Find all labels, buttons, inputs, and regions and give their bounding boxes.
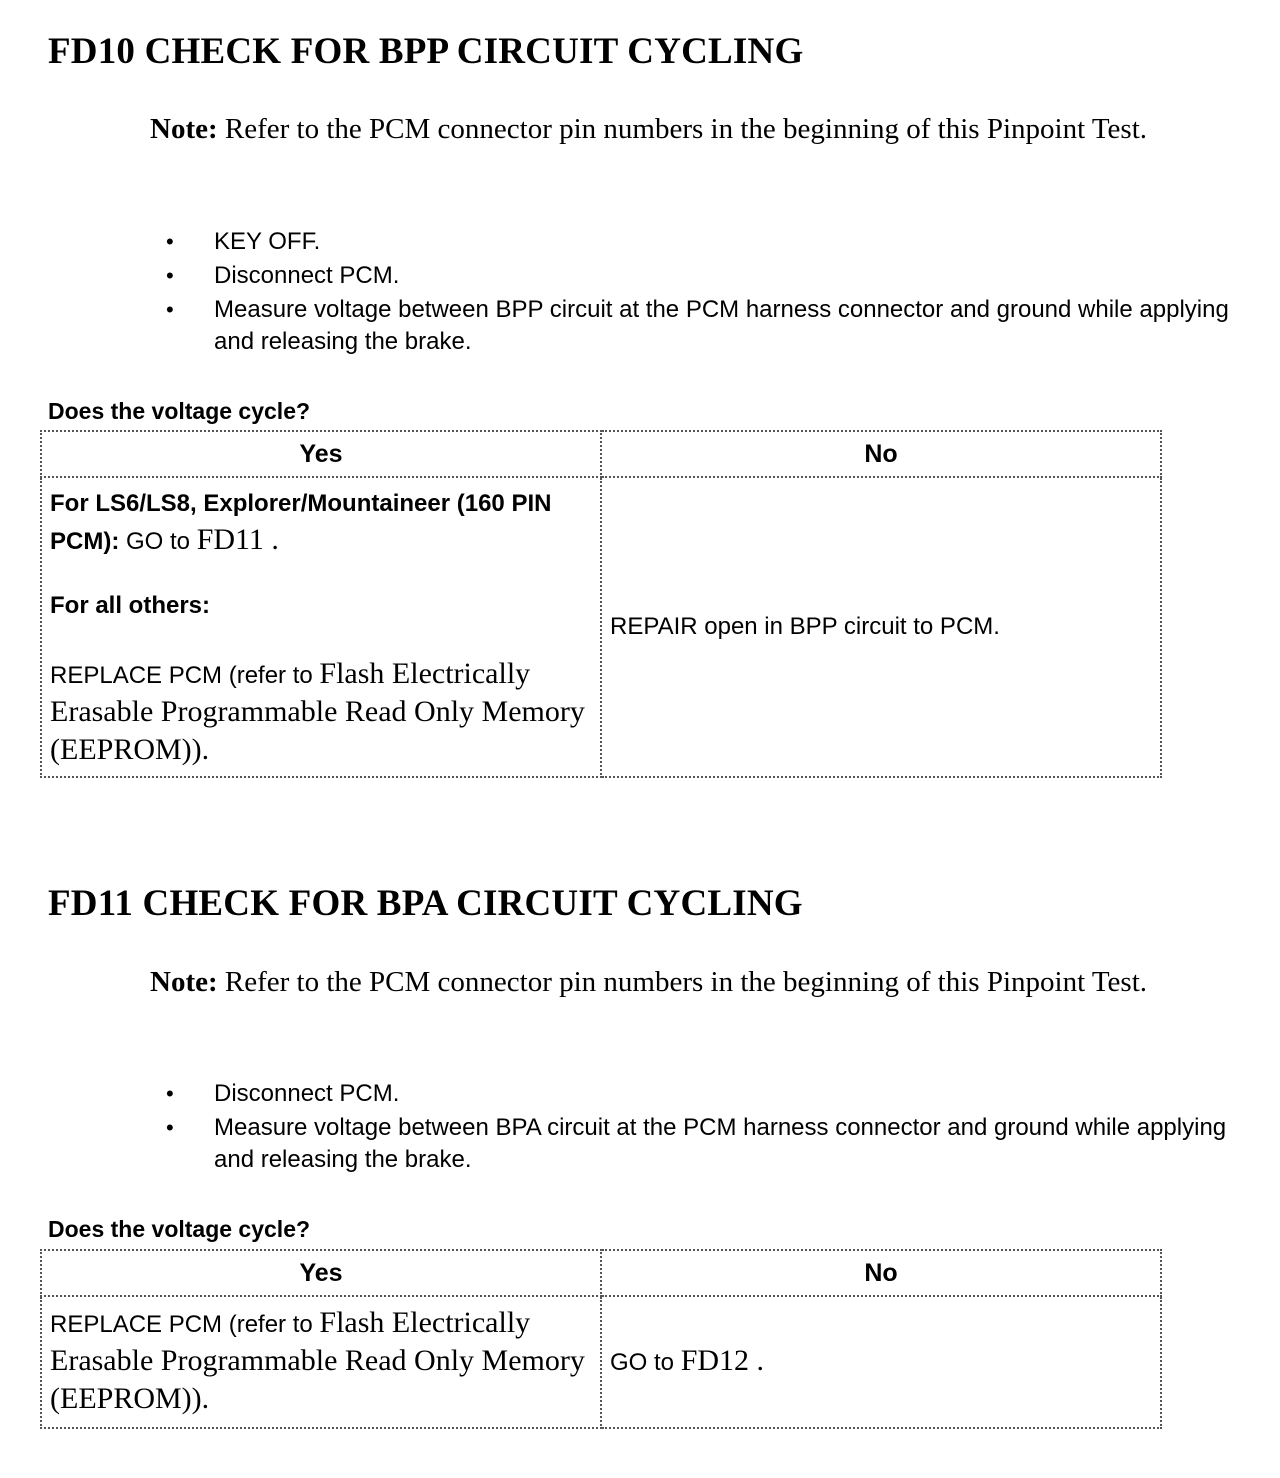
no-cell (601, 477, 1161, 777)
yes-header: Yes (41, 431, 601, 477)
yes-cell (41, 1296, 601, 1428)
no-cell (601, 1296, 1161, 1428)
steps-list-fd11 (150, 1078, 1230, 1178)
result-table-fd10 (40, 430, 1162, 778)
action-text: GO to (119, 528, 197, 555)
fd11-link[interactable]: FD11 . (196, 523, 279, 556)
note-fd11 (150, 963, 1240, 1001)
list-item: • Measure voltage between BPP circuit at the PCM harness connector and ground while applying and releasing the brake. (150, 294, 1230, 358)
fd12-link[interactable]: FD12 . (680, 1344, 765, 1377)
no-cell-text: REPAIR open in BPP circuit to PCM. (610, 613, 1000, 640)
replace-close: ). (191, 1382, 210, 1415)
eeprom-link[interactable]: Flash Electrically Erasable Programmable Read Only Memory (EEPROM) (50, 1306, 585, 1415)
question-fd10: Does the voltage cycle? (48, 398, 311, 424)
replace-text: REPLACE PCM (refer to (50, 1311, 320, 1338)
group-label: For LS6/LS8, Explorer/Mountaineer (160 PIN PCM): (50, 490, 552, 555)
note-fd10 (150, 110, 1240, 148)
note-label: Note: (150, 113, 218, 145)
replace-close: ). (191, 733, 210, 766)
action-text: GO to (610, 1349, 681, 1376)
list-item: • Measure voltage between BPA circuit at the PCM harness connector and ground while applying and releasing the brake. (150, 1112, 1230, 1176)
no-header: No (601, 1250, 1161, 1296)
yes-header: Yes (41, 1250, 601, 1296)
result-table-fd11 (40, 1249, 1162, 1429)
section-heading-fd10: FD10 CHECK FOR BPP CIRCUIT CYCLING (48, 31, 804, 72)
section-heading-fd11: FD11 CHECK FOR BPA CIRCUIT CYCLING (48, 883, 803, 924)
replace-text: REPLACE PCM (refer to (50, 662, 320, 689)
list-item: • Disconnect PCM. (150, 260, 1230, 292)
note-label: Note: (150, 966, 218, 998)
list-item: • KEY OFF. (150, 226, 1230, 258)
list-item: • Disconnect PCM. (150, 1078, 1230, 1110)
group-label: For all others: (50, 592, 211, 619)
note-text: Refer to the PCM connector pin numbers in the beginning of this Pinpoint Test. (217, 966, 1147, 998)
steps-list-fd10 (150, 226, 1230, 360)
yes-cell (41, 477, 601, 777)
note-text: Refer to the PCM connector pin numbers in the beginning of this Pinpoint Test. (217, 113, 1147, 145)
eeprom-link[interactable]: Flash Electrically Erasable Programmable Read Only Memory (EEPROM) (50, 657, 585, 766)
question-fd11: Does the voltage cycle? (48, 1216, 311, 1242)
no-header: No (601, 431, 1161, 477)
